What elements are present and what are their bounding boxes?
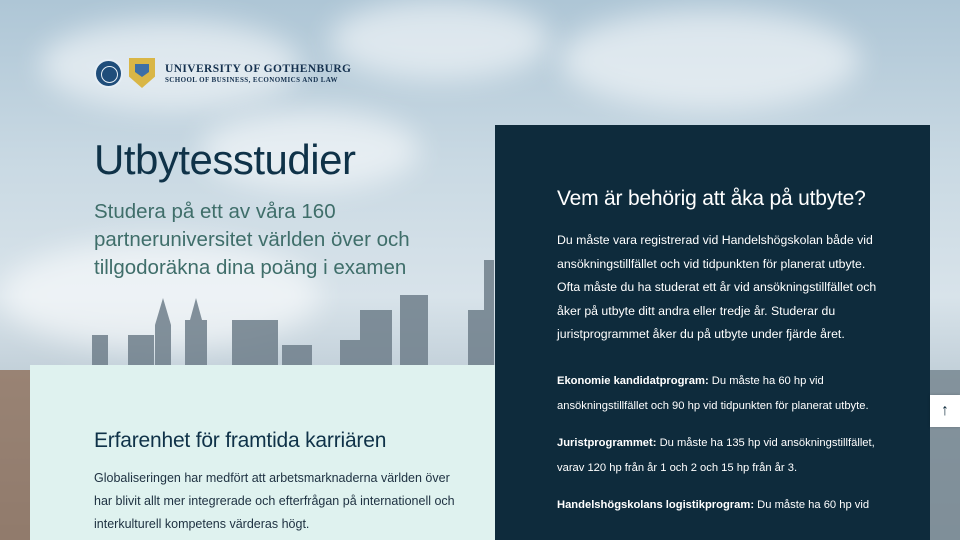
page-title: Utbytesstudier [94, 136, 356, 183]
requirement-text: Du måste ha 60 hp vid [754, 498, 870, 511]
requirement-text: Du måste ha 60 hp vid ansökningstillfället och 90 hp vid tidpunkten för planerat utbyte. [557, 374, 869, 412]
eligibility-heading: Vem är behörig att åka på utbyte? [557, 187, 866, 210]
requirement-program: Ekonomie kandidatprogram: [557, 374, 709, 387]
university-logo[interactable] [94, 58, 351, 88]
requirement-program: Juristprogrammet: [557, 436, 657, 449]
career-panel [30, 365, 495, 540]
logo-university-name: UNIVERSITY OF GOTHENBURG [165, 62, 352, 75]
requirement-item [557, 431, 890, 481]
arrow-up-icon: ↑ [941, 402, 949, 419]
career-heading: Erfarenhet för framtida karriären [94, 429, 387, 452]
requirement-program: Handelshögskolans logistikprogram: [557, 498, 755, 511]
eligibility-panel [495, 125, 930, 540]
university-seal-icon [94, 59, 123, 88]
back-to-top-button[interactable] [930, 395, 960, 427]
requirement-text: Du måste ha 135 hp vid ansökningstillfället, varav 120 hp från år 1 och 2 och 15 hp från år 3. [557, 436, 875, 474]
requirement-item [557, 369, 890, 419]
page-subtitle: Studera på ett av våra 160 partneruniversitet världen över och tillgodoräkna dina poäng i examen [94, 200, 410, 279]
requirement-item [557, 493, 890, 518]
eligibility-body: Du måste vara registrerad vid Handelshögskolan både vid ansökningstillfället och vid tidpunkten för planerat utbyte. Ofta måste du ha studerat ett år vid ansökningstillfället och åker på utbyte ditt andra eller tredje år. Studerar du juristprogrammet åker du på utbyte under fjärde året. [557, 233, 877, 341]
career-body: Globaliseringen har medfört att arbetsmarknaderna världen över har blivit allt mer integrerade och efterfrågan på internationell och interkulturell kompetens värderas högt. [94, 471, 455, 531]
logo-school-name: SCHOOL OF BUSINESS, ECONOMICS AND LAW [165, 75, 338, 84]
school-crest-icon [129, 58, 155, 88]
